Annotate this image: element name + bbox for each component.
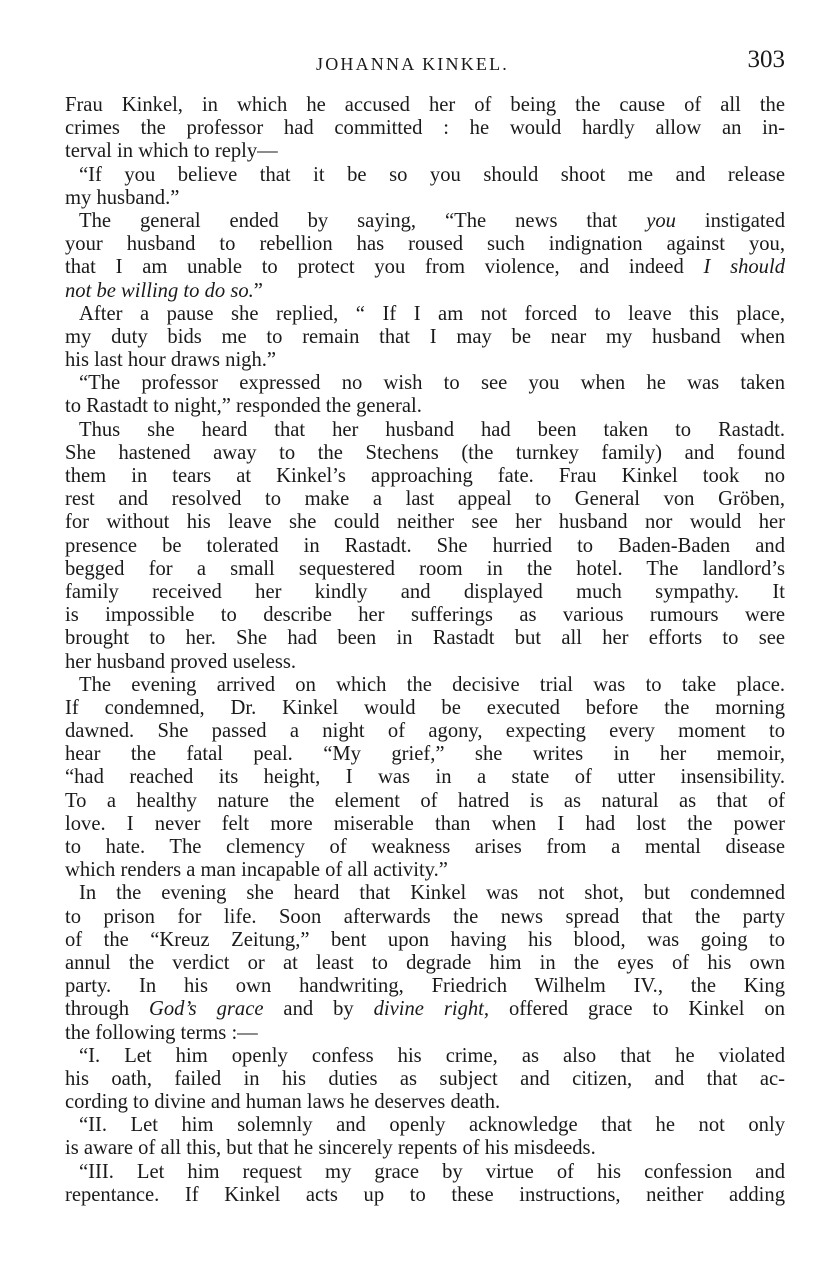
text-line [65, 998, 785, 1021]
text-segment: is aware of all this, but that he sincerely repents of his misdeeds. [65, 1137, 596, 1160]
text-segment: repentance. If Kinkel acts up to these instructions, neither adding [65, 1183, 785, 1206]
text-segment: If condemned, Dr. Kinkel would be executed before the morning [65, 696, 785, 719]
text-line [65, 1091, 785, 1114]
text-line [65, 952, 785, 975]
text-line [65, 558, 785, 581]
text-line [65, 766, 785, 789]
text-segment: After a pause she replied, “ If I am not forced to leave this place, [79, 302, 785, 325]
text-segment: “II. Let him solemnly and openly acknowledge that he not only [79, 1114, 785, 1137]
text-segment: presence be tolerated in Rastadt. She hurried to Baden-Baden and [65, 534, 785, 557]
text-line [65, 929, 785, 952]
text-segment: “I. Let him openly confess his crime, as also that he violated [79, 1044, 785, 1067]
text-line [65, 651, 785, 674]
body-text [65, 94, 785, 1207]
text-segment: Thus she heard that her husband had been taken to Rastadt. [79, 418, 785, 441]
text-line [65, 697, 785, 720]
text-segment: terval in which to reply— [65, 140, 278, 163]
text-line [65, 836, 785, 859]
text-segment: the following terms :— [65, 1021, 258, 1044]
text-segment: love. I never felt more miserable than when I had lost the power [65, 812, 785, 835]
text-segment: his last hour draws nigh.” [65, 349, 277, 372]
text-segment: family received her kindly and displayed much sympathy. It [65, 580, 785, 603]
text-segment: The general ended by saying, “The news that [79, 209, 647, 232]
text-line [65, 674, 785, 697]
text-line [65, 720, 785, 743]
text-line [65, 488, 785, 511]
text-line [65, 627, 785, 650]
text-segment: my duty bids me to remain that I may be near my husband when [65, 325, 785, 348]
text-segment: your husband to rebellion has roused such indignation against you, [65, 233, 785, 256]
text-segment: them in tears at Kinkel’s approaching fate. Frau Kinkel took no [65, 465, 785, 487]
text-line [65, 140, 785, 163]
text-segment: “If you believe that it be so you should shoot me and release [79, 163, 785, 186]
text-line [65, 975, 785, 998]
text-segment: through [65, 998, 149, 1021]
text-segment: is impossible to describe her sufferings as various rumours were [65, 604, 785, 627]
text-line [65, 187, 785, 210]
italic-text: not be willing to do so. [65, 279, 254, 302]
text-segment: which renders a man incapable of all activity.” [65, 859, 448, 882]
text-line [65, 94, 785, 117]
text-segment: brought to her. She had been in Rastadt but all her efforts to see [65, 627, 785, 650]
text-line [65, 210, 785, 233]
text-segment: “had reached its height, I was in a state of utter insensibility. [65, 766, 785, 789]
text-line [65, 906, 785, 929]
text-line [65, 395, 785, 418]
text-line [65, 280, 785, 303]
text-segment: crimes the professor had committed : he would hardly allow an in- [65, 117, 785, 140]
text-line [65, 1045, 785, 1068]
text-segment: of the “Kreuz Zeitung,” bent upon having his blood, was going to [65, 928, 785, 951]
text-segment: In the evening she heard that Kinkel was not shot, but condemned [79, 882, 785, 905]
text-line [65, 790, 785, 813]
text-line [65, 1137, 785, 1160]
text-line [65, 743, 785, 766]
italic-text: God’s grace [149, 998, 264, 1021]
text-line [65, 419, 785, 442]
text-line [65, 604, 785, 627]
text-line [65, 1161, 785, 1184]
text-line [65, 581, 785, 604]
text-segment: my husband.” [65, 186, 180, 209]
text-line [65, 164, 785, 187]
text-line [65, 1114, 785, 1137]
text-segment: cording to divine and human laws he deserves death. [65, 1091, 501, 1114]
text-segment: Frau Kinkel, in which he accused her of being the cause of all the [65, 94, 785, 116]
text-line [65, 256, 785, 279]
text-segment: instigated [675, 209, 785, 232]
text-line [65, 1184, 785, 1207]
text-segment: “III. Let him request my grace by virtue of his confession and [79, 1160, 785, 1183]
text-segment: ” [253, 279, 263, 302]
text-segment: The evening arrived on which the decisive trial was to take place. [79, 673, 785, 696]
text-segment: his oath, failed in his duties as subject and citizen, and that ac- [65, 1067, 785, 1090]
text-line [65, 117, 785, 140]
text-segment: that I am unable to protect you from violence, and indeed [65, 256, 704, 279]
text-segment: annul the verdict or at least to degrade him in the eyes of his own [65, 951, 785, 974]
text-segment: begged for a small sequestered room in the hotel. The landlord’s [65, 557, 785, 580]
text-segment: offered grace to Kinkel on [489, 998, 785, 1021]
text-segment: “The professor expressed no wish to see you when he was taken [79, 372, 785, 395]
text-segment: her husband proved useless. [65, 650, 297, 673]
italic-text: I should [703, 256, 785, 279]
text-segment: to hate. The clemency of weakness arises from a mental disease [65, 836, 785, 858]
text-segment: to prison for life. Soon afterwards the news spread that the party [65, 905, 785, 928]
text-segment: hear the fatal peal. “My grief,” she writes in her memoir, [65, 743, 785, 766]
text-segment: To a healthy nature the element of hatred is as natural as that of [65, 789, 785, 812]
text-line [65, 535, 785, 558]
text-segment: party. In his own handwriting, Friedrich Wilhelm IV., the King [65, 975, 785, 998]
text-line [65, 1068, 785, 1091]
running-title: JOHANNA KINKEL. [316, 54, 509, 74]
italic-text: divine right, [373, 998, 490, 1021]
text-line [65, 813, 785, 836]
page-header [0, 46, 827, 80]
text-line [65, 511, 785, 534]
text-line [65, 372, 785, 395]
text-line [65, 326, 785, 349]
text-line [65, 349, 785, 372]
text-line [65, 303, 785, 326]
text-segment: to Rastadt to night,” responded the general. [65, 395, 422, 418]
text-segment: rest and resolved to make a last appeal to General von Gröben, [65, 488, 785, 511]
text-segment: She hastened away to the Stechens (the turnkey family) and found [65, 441, 785, 464]
text-line [65, 1022, 785, 1045]
text-line [65, 882, 785, 905]
italic-text: you [646, 209, 676, 232]
text-line [65, 465, 785, 488]
page-number: 303 [747, 46, 785, 73]
text-segment: and by [263, 998, 374, 1021]
text-segment: for without his leave she could neither see her husband nor would her [65, 511, 785, 534]
text-line [65, 233, 785, 256]
text-line [65, 859, 785, 882]
text-line [65, 442, 785, 465]
text-segment: dawned. She passed a night of agony, expecting every moment to [65, 720, 785, 743]
